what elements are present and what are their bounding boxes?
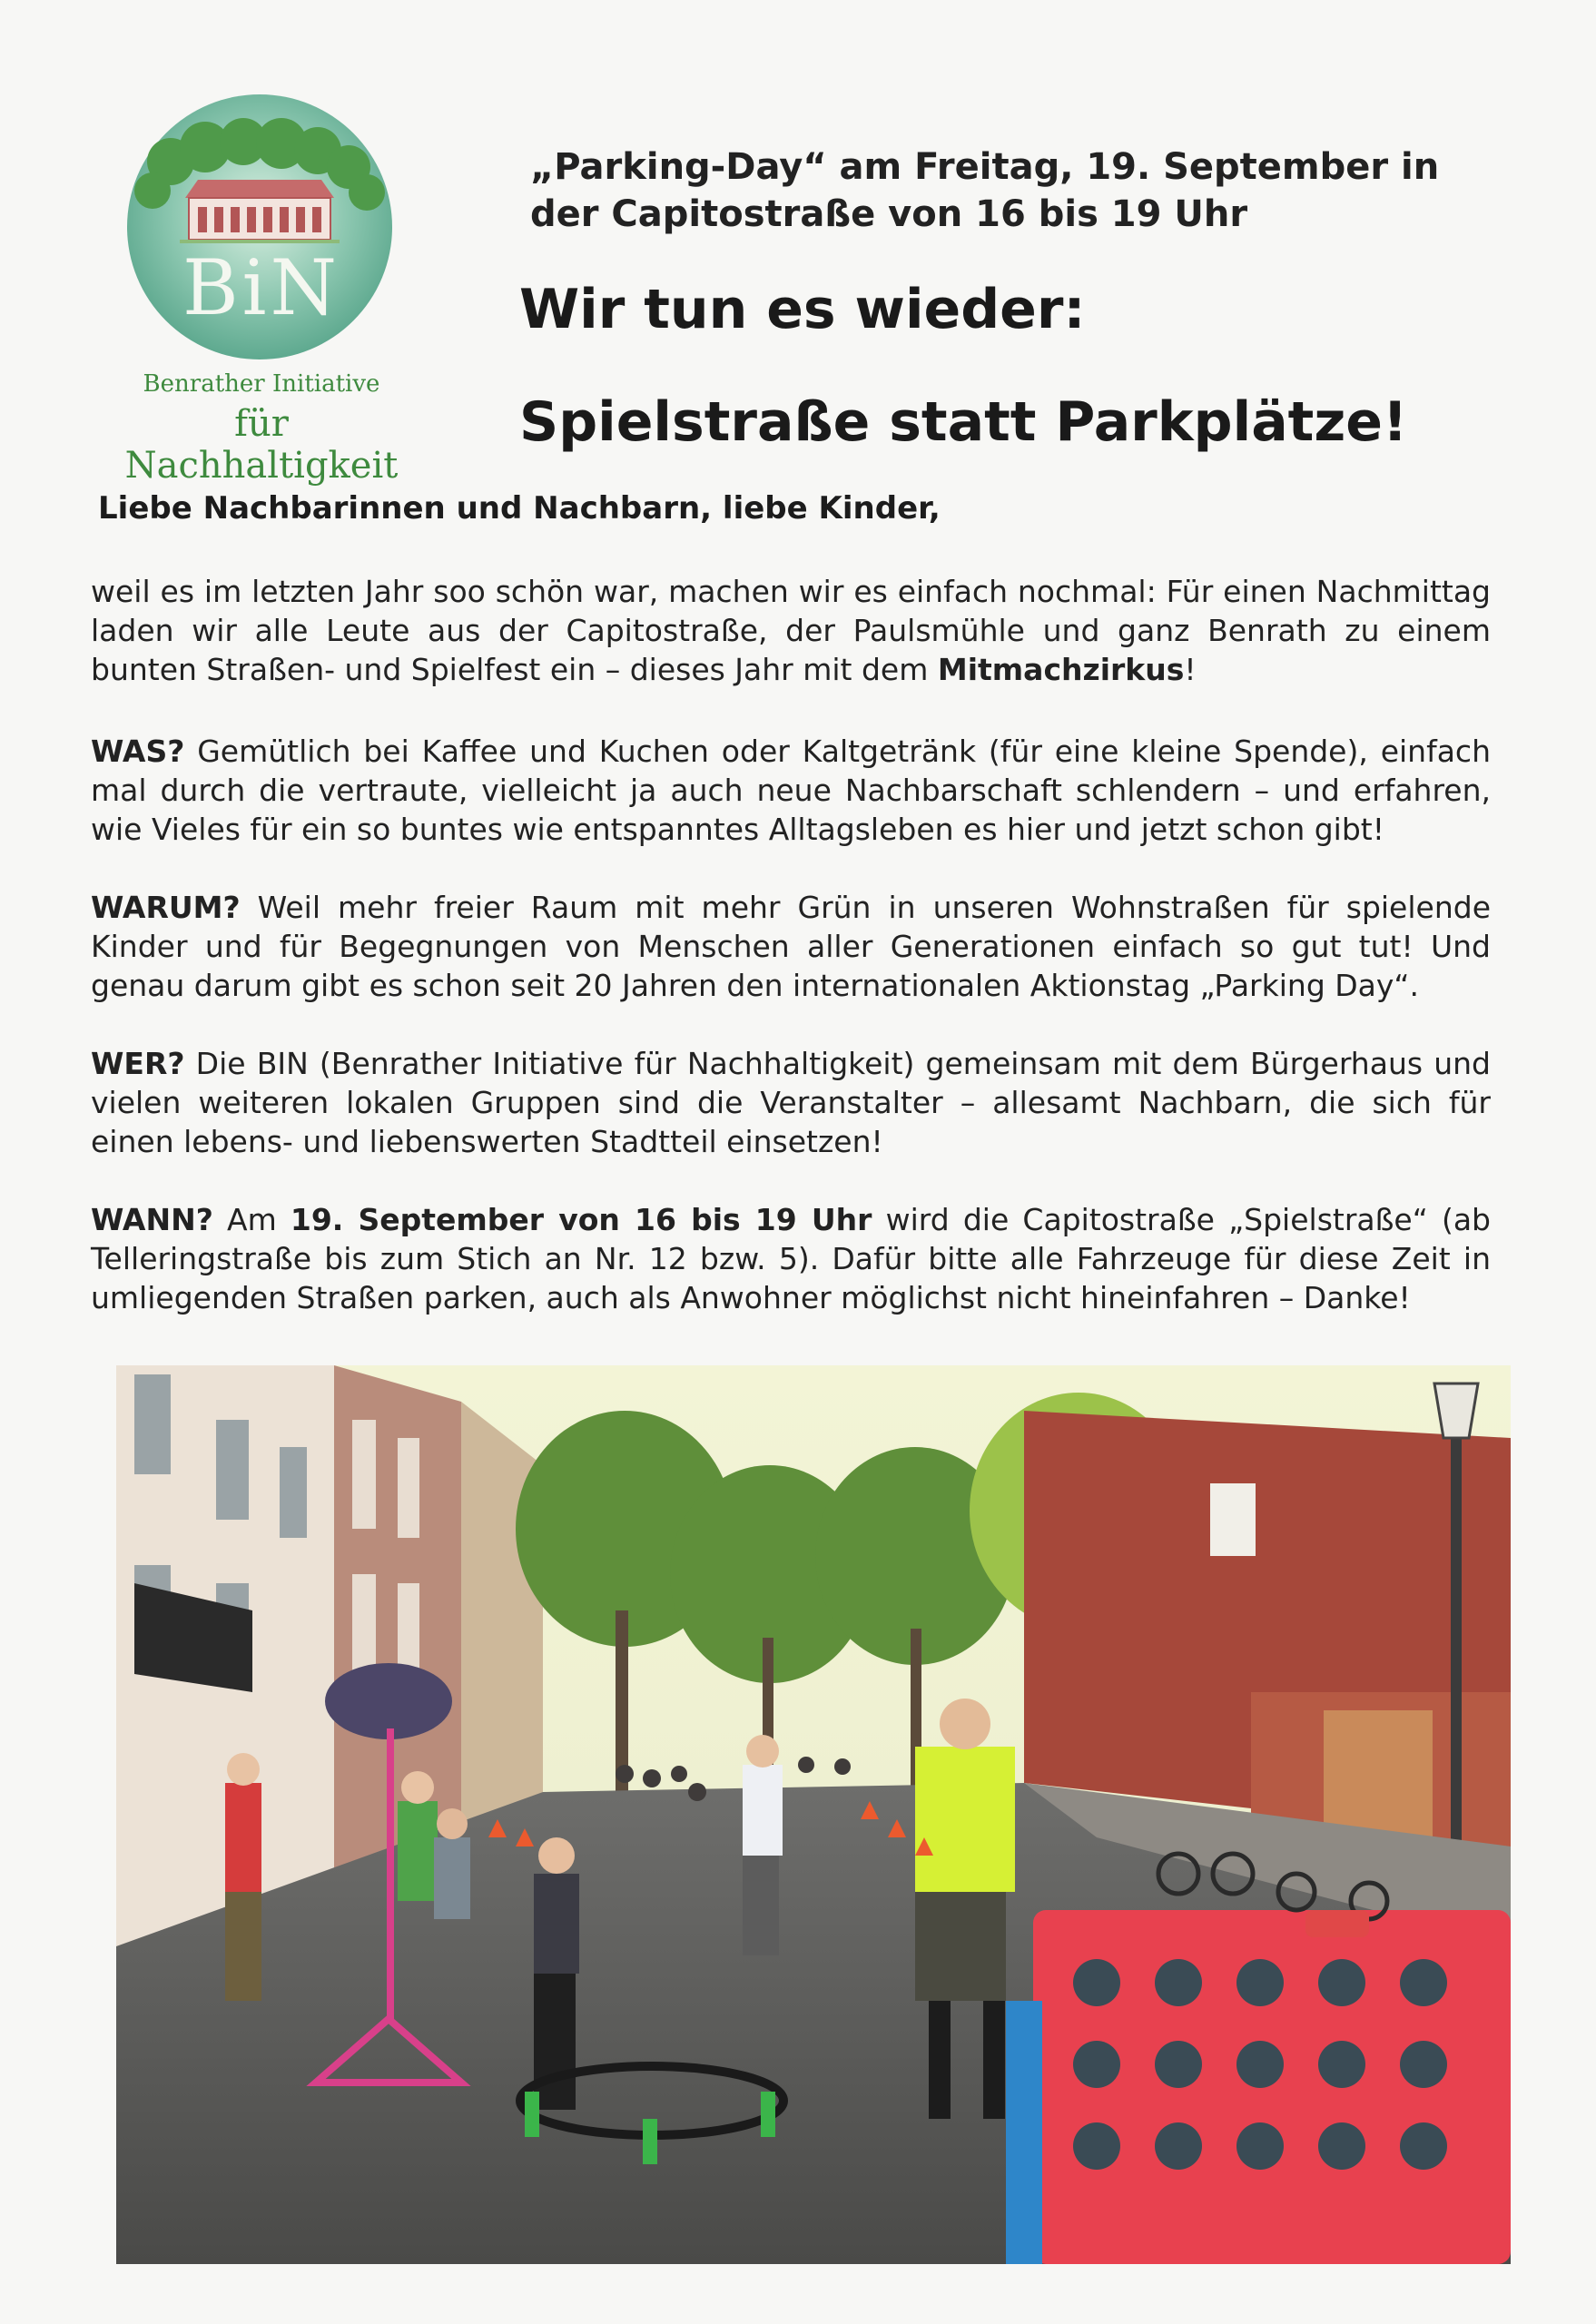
greeting: Liebe Nachbarinnen und Nachbarn, liebe Kinder, xyxy=(98,490,941,527)
wer-paragraph xyxy=(91,1044,1491,1161)
bin-logo xyxy=(116,91,407,487)
street-scene-illustration xyxy=(116,1365,1511,2264)
title-line-1: Wir tun es wieder: xyxy=(519,278,1086,341)
wann-pre: Am xyxy=(212,1202,291,1237)
wer-label: WER? xyxy=(91,1046,185,1081)
event-subheading: „Parking-Day“ am Freitag, 19. September in der Capitostraße von 16 bis 19 Uhr xyxy=(530,146,1440,235)
wann-text: wird die Capitostraße „Spielstraße“ (ab Telleringstraße bis zum Stich an Nr. 12 bzw. 5). Dafür bitte alle Fahrzeuge für diese Zeit in umliegenden Straßen parken, auch als Anwohner möglichst nicht hineinfahren – Danke! xyxy=(91,1202,1491,1315)
intro-highlight: Mitmachzirkus xyxy=(937,652,1185,687)
was-paragraph xyxy=(91,732,1491,849)
logo-line-2: für Nachhaltigkeit xyxy=(124,403,399,487)
warum-label: WARUM? xyxy=(91,890,241,925)
wann-date: 19. September von 16 bis 19 Uhr xyxy=(290,1202,872,1237)
was-label: WAS? xyxy=(91,734,185,769)
title-line-2: Spielstraße statt Parkplätze! xyxy=(519,390,1408,454)
logo-line-1: Benrather Initiative xyxy=(143,370,380,398)
intro-end: ! xyxy=(1184,652,1197,687)
warum-paragraph xyxy=(91,888,1491,1005)
was-text: Gemütlich bei Kaffee und Kuchen oder Kaltgetränk (für eine kleine Spende), einfach mal durch die vertraute, vielleicht ja auch neue Nachbarschaft schlendern – und erfahren, wie Vieles für ein so buntes wie entspanntes Alltagsleben es hier und jetzt schon gibt! xyxy=(91,734,1491,847)
intro-text: weil es im letzten Jahr soo schön war, machen wir es einfach nochmal: Für einen Nachmittag laden wir alle Leute aus der Capitostraße, der Paulsmühle und ganz Benrath zu einem bunten Straßen- und Spielfest ein – dieses Jahr mit dem xyxy=(91,574,1491,687)
wann-label: WANN? xyxy=(91,1202,213,1237)
intro-paragraph xyxy=(91,572,1491,689)
logo-abbr: BiN xyxy=(182,243,341,332)
street-festival-photo xyxy=(116,1365,1511,2264)
wann-paragraph xyxy=(91,1200,1491,1317)
wer-text: Die BIN (Benrather Initiative für Nachhaltigkeit) gemeinsam mit dem Bürgerhaus und vielen weiteren lokalen Gruppen sind die Veranstalter – allesamt Nachbarn, die sich für einen lebens- und liebenswerten Stadtteil einsetzen! xyxy=(91,1046,1491,1159)
warum-text: Weil mehr freier Raum mit mehr Grün in unseren Wohnstraßen für spielende Kinder und für Begegnungen von Menschen aller Generationen einfach so gut tut! Und genau darum gibt es schon seit 20 Jahren den internationalen Aktionstag „Parking Day“. xyxy=(91,890,1491,1003)
